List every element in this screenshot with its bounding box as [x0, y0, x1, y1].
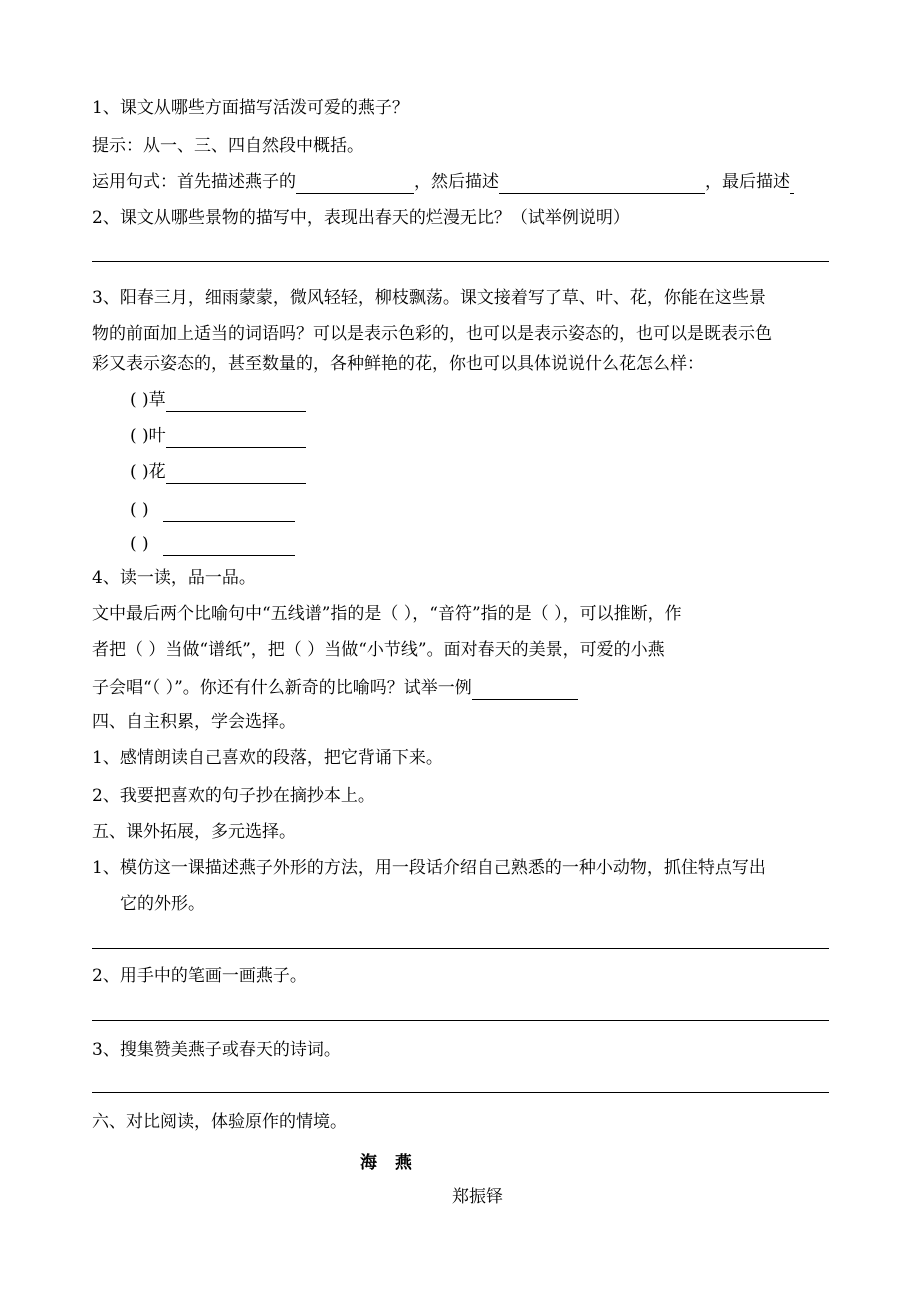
q3-item-blank[interactable] — [166, 429, 306, 448]
q3-item-label: ( )叶 — [130, 426, 166, 446]
q3-item-extra-1 — [130, 498, 295, 522]
q3-item-blank[interactable] — [166, 465, 306, 484]
q4-title: 4、读一读，品一品。 — [92, 568, 256, 588]
reading-title: 海 燕 — [360, 1153, 418, 1173]
q3-item-label: ( )花 — [130, 462, 166, 482]
q3-line-3: 彩又表示姿态的，甚至数量的，各种鲜艳的花，你也可以具体说说什么花怎么样： — [92, 354, 704, 374]
q3-item-grass — [130, 388, 306, 412]
q1-blank-3[interactable] — [790, 175, 794, 194]
section-5-answer-line-2[interactable] — [92, 1020, 829, 1021]
q1-question: 1、课文从哪些方面描写活泼可爱的燕子？ — [92, 98, 409, 118]
q1-blank-1[interactable] — [296, 175, 414, 194]
section-4-item-1: 1、感情朗读自己喜欢的段落，把它背诵下来。 — [92, 748, 443, 768]
section-5-item-2: 2、用手中的笔画一画燕子。 — [92, 966, 307, 986]
q1-pattern-b: ，然后描述 — [414, 172, 499, 192]
q4-line-3-text: 子会唱“（ ）”。你还有什么新奇的比喻吗？试举一例 — [92, 678, 472, 698]
q4-line-2: 者把（ ）当做“谱纸”，把（ ）当做“小节线”。面对春天的美景，可爱的小燕 — [92, 640, 665, 660]
q3-item-blank[interactable] — [163, 503, 295, 522]
q4-example-blank[interactable] — [472, 681, 578, 700]
q3-item-blank[interactable] — [163, 537, 295, 556]
section-4-item-2: 2、我要把喜欢的句子抄在摘抄本上。 — [92, 786, 375, 806]
q1-sentence-pattern — [92, 170, 794, 194]
q3-line-1: 3、阳春三月，细雨蒙蒙，微风轻轻，柳枝飘荡。课文接着写了草、叶、花，你能在这些景 — [92, 288, 766, 308]
q1-pattern-c: ，最后描述 — [705, 172, 790, 192]
q3-item-leaf — [130, 424, 306, 448]
q1-pattern-a: 运用句式：首先描述燕子的 — [92, 172, 296, 192]
q4-line-3 — [92, 676, 578, 700]
section-5-item-3: 3、搜集赞美燕子或春天的诗词。 — [92, 1040, 341, 1060]
q2-question: 2、课文从哪些景物的描写中，表现出春天的烂漫无比？（试举例说明） — [92, 208, 630, 228]
section-5-answer-line-3[interactable] — [92, 1092, 829, 1093]
reading-author: 郑振铎 — [452, 1187, 503, 1207]
q4-line-1: 文中最后两个比喻句中“五线谱”指的是（ ），“音符”指的是（ ），可以推断，作 — [92, 604, 682, 624]
q2-answer-line[interactable] — [92, 261, 829, 262]
section-5-answer-line-1[interactable] — [92, 948, 829, 949]
q3-item-label: ( ) — [130, 534, 149, 554]
q3-item-extra-2 — [130, 532, 295, 556]
q1-hint: 提示：从一、三、四自然段中概括。 — [92, 136, 364, 156]
section-4-heading: 四、自主积累，学会选择。 — [92, 712, 296, 732]
q3-line-2: 物的前面加上适当的词语吗？可以是表示色彩的，也可以是表示姿态的，也可以是既表示色 — [92, 324, 772, 344]
section-5-item-1a: 1、模仿这一课描述燕子外形的方法，用一段话介绍自己熟悉的一种小动物，抓住特点写出 — [92, 858, 766, 878]
q3-item-blank[interactable] — [166, 393, 306, 412]
q3-item-label: ( )草 — [130, 390, 166, 410]
section-5-heading: 五、课外拓展，多元选择。 — [92, 822, 296, 842]
q3-item-label: ( ) — [130, 500, 149, 520]
q3-item-flower — [130, 460, 306, 484]
section-5-item-1b: 它的外形。 — [120, 894, 205, 914]
q1-blank-2[interactable] — [499, 175, 705, 194]
section-6-heading: 六、对比阅读，体验原作的情境。 — [92, 1112, 347, 1132]
